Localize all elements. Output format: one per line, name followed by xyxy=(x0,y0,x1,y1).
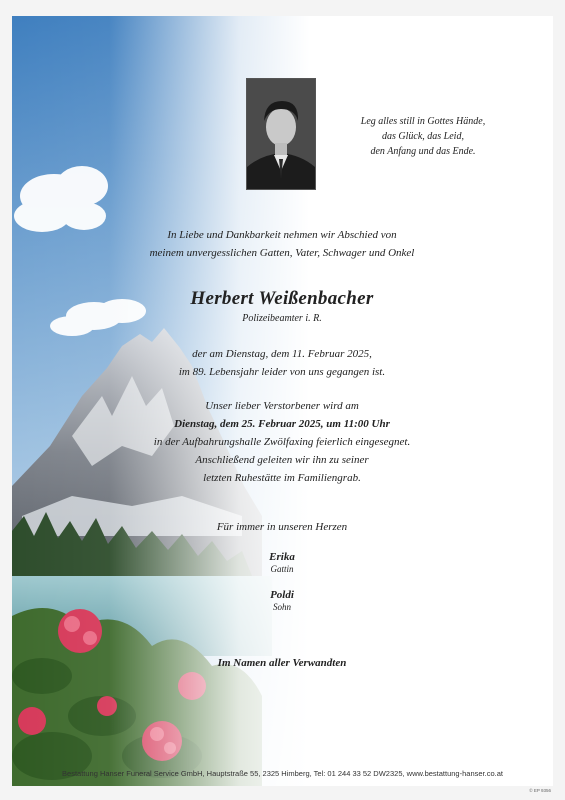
death-notice xyxy=(92,345,472,381)
bible-quote xyxy=(334,114,512,159)
print-code: © EP 9356 xyxy=(529,788,551,793)
forever-in-hearts: Für immer in unseren Herzen xyxy=(216,521,348,533)
funeral-date-time: Dienstag, dem 25. Februar 2025, um 11:00 Uhr xyxy=(174,418,390,430)
mourner-relation: Gattin xyxy=(270,564,294,574)
mourner-relation: Sohn xyxy=(273,602,291,612)
mourner-name: Poldi xyxy=(270,589,294,601)
deceased-name: Herbert Weißenbacher xyxy=(190,288,374,309)
quote-line: Leg alles still in Gottes Hände, xyxy=(360,116,486,127)
funeral-line: in der Aufbahrungshalle Zwölfaxing feierlich eingesegnet. xyxy=(153,436,411,448)
on-behalf-of-relatives: Im Namen aller Verwandten xyxy=(217,657,347,669)
quote-line: das Glück, das Leid, xyxy=(382,131,464,142)
death-line: der am Dienstag, dem 11. Februar 2025, xyxy=(192,348,372,360)
mourner-entry xyxy=(92,589,472,612)
mourner-entry xyxy=(92,551,472,574)
funeral-notice xyxy=(92,397,472,487)
deceased-title: Polizeibeamter i. R. xyxy=(242,313,322,324)
intro-text xyxy=(92,226,472,262)
funeral-service-footer: Bestattung Hanser Funeral Service GmbH, Hauptstraße 55, 2325 Himberg, Tel: 01 244 33 52 DW2325, www.bestattung-hanser.co.at xyxy=(62,769,503,778)
intro-line: In Liebe und Dankbarkeit nehmen wir Abschied von xyxy=(167,229,397,241)
funeral-line: Anschließend geleiten wir ihn zu seiner xyxy=(195,454,369,466)
funeral-line: Unser lieber Verstorbener wird am xyxy=(205,400,359,412)
portrait-image xyxy=(247,79,315,189)
death-line: im 89. Lebensjahr leider von uns gegangen ist. xyxy=(178,366,386,378)
funeral-line: letzten Ruhestätte im Familiengrab. xyxy=(203,472,361,484)
intro-line: meinem unvergesslichen Gatten, Vater, Schwager und Onkel xyxy=(149,247,415,259)
quote-line: den Anfang und das Ende. xyxy=(370,146,476,157)
mourner-name: Erika xyxy=(269,551,295,563)
obituary-page xyxy=(12,16,553,793)
deceased-portrait xyxy=(246,78,316,190)
